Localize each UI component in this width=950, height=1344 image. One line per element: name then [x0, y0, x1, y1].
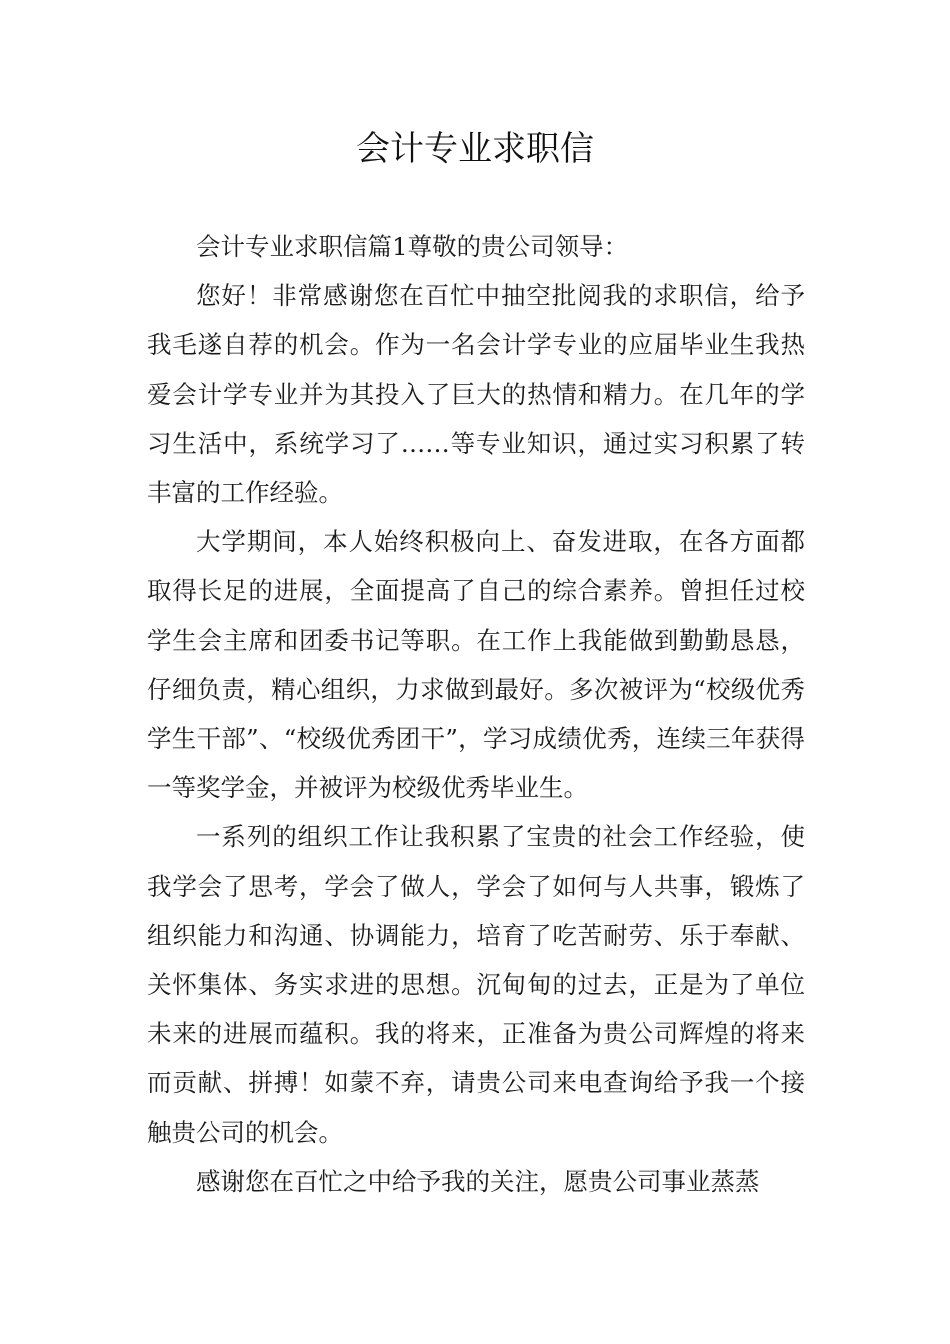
paragraph-closing: 感谢您在百忙之中给予我的关注，愿贵公司事业蒸蒸 — [196, 1166, 760, 1196]
paragraph-greeting: 您好！非常感谢您在百忙中抽空批阅我的求职信，给予我毛遂自荐的机会。作为一名会计学专业的应届毕业生我热爱会计学专业并为其投入了巨大的热情和精力。在几年的学习生活中，系统学习了……等专业知识，通过实习积累了转丰富的工作经验。 — [147, 281, 805, 508]
document-body — [147, 222, 805, 1206]
document-title: 会计专业求职信 — [356, 129, 594, 169]
paragraph-university: 大学期间，本人始终积极向上、奋发进取，在各方面都取得长足的进展，全面提高了自己的综合素养。曾担任过校学生会主席和团委书记等职。在工作上我能做到勤勤恳恳，仔细负责，精心组织，力求做到最好。多次被评为“校级优秀学生干部”、“校级优秀团干”，学习成绩优秀，连续三年获得一等奖学金，并被评为校级优秀毕业生。 — [147, 527, 805, 803]
paragraph-salutation: 会计专业求职信篇1尊敬的贵公司领导： — [196, 232, 629, 261]
paragraph-experience: 一系列的组织工作让我积累了宝贵的社会工作经验，使我学会了思考，学会了做人，学会了如何与人共事，锻炼了组织能力和沟通、协调能力，培育了吃苦耐劳、乐于奉献、关怀集体、务实求进的思想。沉甸甸的过去，正是为了单位未来的进展而蕴积。我的将来，正准备为贵公司辉煌的将来而贡献、拼搏！如蒙不弃，请贵公司来电查询给予我一个接触贵公司的机会。 — [147, 822, 805, 1147]
